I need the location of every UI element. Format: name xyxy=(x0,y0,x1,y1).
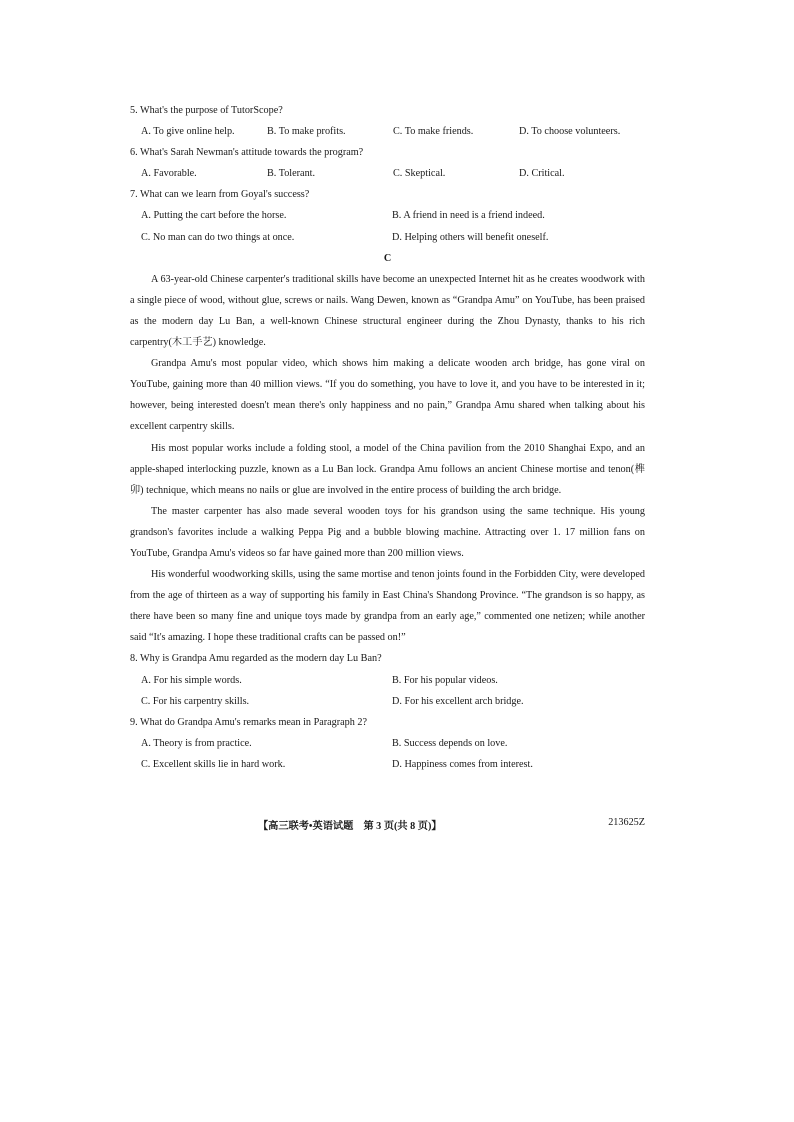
question-5 xyxy=(130,100,645,142)
answer-options xyxy=(130,670,645,691)
option-d: D. For his excellent arch bridge. xyxy=(392,695,524,707)
answer-options xyxy=(130,121,645,142)
answer-options xyxy=(130,205,645,226)
answer-options xyxy=(130,227,645,248)
option-a: A. Putting the cart before the horse. xyxy=(141,210,287,222)
section-heading: C xyxy=(383,252,392,264)
option-d: D. Critical. xyxy=(519,168,565,180)
passage-paragraph-3: His most popular works include a folding stool, a model of the China pavilion from the 2010 Shanghai Expo, and an apple-shaped interlocking puzzle, known as a Lu Ban lock. Grandpa Amu follows an ancient Chinese mortise and tenon(榫卯) technique, which means no nails or glue are involved in the entire process of building the arch bridge. xyxy=(130,442,645,496)
footer-code: 213625Z xyxy=(608,817,645,828)
option-c: C. No man can do two things at once. xyxy=(141,231,295,243)
passage-paragraph-5: His wonderful woodworking skills, using the same mortise and tenon joints found in the Forbidden City, were developed from the age of thirteen as a way of supporting his family in East China's Shandong Province. “The grandson is so happy, as there have been so many fine and unique toys made by grandpa from an early age,” commented one netizen; while another said “It's amazing. I hope these traditional crafts can be passed on!” xyxy=(130,569,645,644)
passage-paragraph-1: A 63-year-old Chinese carpenter's traditional skills have become an unexpected Internet hit as he creates woodwork with a single piece of wood, without glue, screws or nails. Wang Dewen, known as “Grandpa Amu” on YouTube, has been praised as the modern day Lu Ban, a well-known Chinese structural engineer during the Zhou Dynasty, thanks to his rich carpentry(木工手艺) knowledge. xyxy=(130,273,645,349)
option-b: B. A friend in need is a friend indeed. xyxy=(392,210,545,222)
option-b: B. Tolerant. xyxy=(267,168,316,180)
option-a: A. Favorable. xyxy=(141,168,197,180)
answer-options xyxy=(130,691,645,712)
question-9 xyxy=(130,712,645,775)
question-stem: 9. What do Grandpa Amu's remarks mean in Paragraph 2? xyxy=(130,716,368,728)
option-a: A. To give online help. xyxy=(141,126,235,138)
page-footer xyxy=(130,817,645,837)
option-c: C. For his carpentry skills. xyxy=(141,695,250,707)
option-b: B. For his popular videos. xyxy=(392,674,498,686)
answer-options xyxy=(130,733,645,754)
option-d: D. Happiness comes from interest. xyxy=(392,758,533,770)
question-stem: 8. Why is Grandpa Amu regarded as the modern day Lu Ban? xyxy=(130,653,382,665)
option-d: D. Helping others will benefit oneself. xyxy=(392,231,549,243)
reading-passage xyxy=(130,269,645,649)
passage-paragraph-4: The master carpenter has also made several wooden toys for his grandson using the same technique. His young grandson's favorites include a walking Peppa Pig and a bubble blowing machine. Attracting over 1. 17 million fans on YouTube, Grandpa Amu's videos so far have gained more than 200 million views. xyxy=(130,505,645,559)
question-7 xyxy=(130,184,645,247)
option-c: C. Skeptical. xyxy=(393,168,446,180)
passage-paragraph-2: Grandpa Amu's most popular video, which shows him making a delicate wooden arch bridge, has gone viral on YouTube, gaining more than 40 million views. “If you do something, you have to love it, and you have to be interested in it; however, being interested doesn't mean there's only happiness and no pain,” Grandpa Amu shared when talking about his excellent carpentry skills. xyxy=(130,358,645,433)
answer-options xyxy=(130,754,645,775)
option-b: B. To make profits. xyxy=(267,126,346,138)
question-stem: 6. What's Sarah Newman's attitude towards the program? xyxy=(130,147,364,159)
option-d: D. To choose volunteers. xyxy=(519,126,621,138)
question-8 xyxy=(130,648,645,711)
answer-options xyxy=(130,163,645,184)
question-stem: 7. What can we learn from Goyal's success? xyxy=(130,189,310,201)
footer-title: 【高三联考•英语试题 第 3 页(共 8 页)】 xyxy=(258,821,442,832)
question-6 xyxy=(130,142,645,184)
question-stem: 5. What's the purpose of TutorScope? xyxy=(130,105,283,116)
option-a: A. For his simple words. xyxy=(141,674,242,686)
option-a: A. Theory is from practice. xyxy=(141,737,252,749)
option-c: C. To make friends. xyxy=(393,126,474,138)
option-b: B. Success depends on love. xyxy=(392,737,508,749)
page-content xyxy=(130,100,645,775)
option-c: C. Excellent skills lie in hard work. xyxy=(141,758,286,770)
